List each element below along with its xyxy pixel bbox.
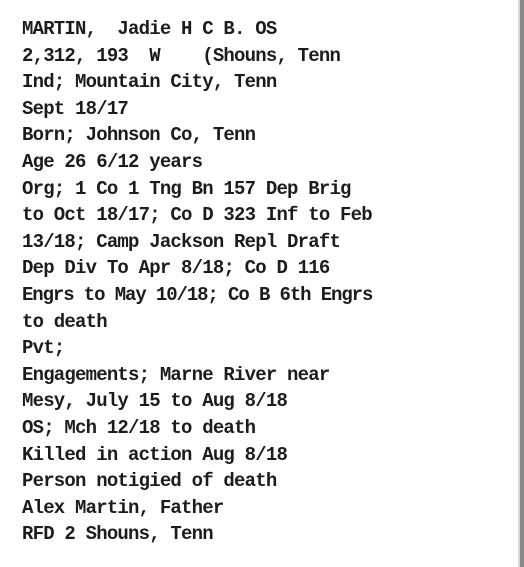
record-line-organization-cont-4: Engrs to May 10/18; Co B 6th Engrs — [22, 283, 373, 306]
typed-record-text — [22, 16, 512, 548]
record-line-organization-cont-3: Dep Div To Apr 8/18; Co D 116 — [22, 257, 330, 280]
record-line-killed-in-action: Killed in action Aug 8/18 — [22, 443, 288, 466]
record-line-organization-cont-2: 13/18; Camp Jackson Repl Draft — [22, 230, 341, 253]
record-line-overseas: OS; Mch 12/18 to death — [22, 416, 256, 439]
record-line-name: MARTIN, Jadie H C B. OS — [22, 18, 277, 40]
record-line-organization-cont-1: to Oct 18/17; Co D 323 Inf to Feb — [22, 204, 372, 227]
card-right-edge — [520, 0, 524, 567]
record-line-induction: Ind; Mountain City, Tenn — [22, 71, 277, 94]
record-line-serial-number: 2,312, 193 W (Shouns, Tenn — [22, 44, 341, 67]
record-line-person-notified: Person notigied of death — [22, 470, 277, 493]
record-line-age: Age 26 6/12 years — [22, 150, 203, 173]
record-line-engagements-cont: Mesy, July 15 to Aug 8/18 — [22, 390, 288, 413]
record-line-organization-cont-5: to death — [22, 310, 107, 333]
record-line-organization: Org; 1 Co 1 Tng Bn 157 Dep Brig — [22, 177, 351, 200]
record-line-next-of-kin: Alex Martin, Father — [22, 496, 224, 519]
record-line-engagements: Engagements; Marne River near — [22, 363, 330, 386]
record-line-address: RFD 2 Shouns, Tenn — [22, 523, 213, 546]
record-line-rank: Pvt; — [22, 337, 65, 360]
record-line-birthplace: Born; Johnson Co, Tenn — [22, 124, 256, 147]
record-line-induction-date: Sept 18/17 — [22, 97, 129, 120]
